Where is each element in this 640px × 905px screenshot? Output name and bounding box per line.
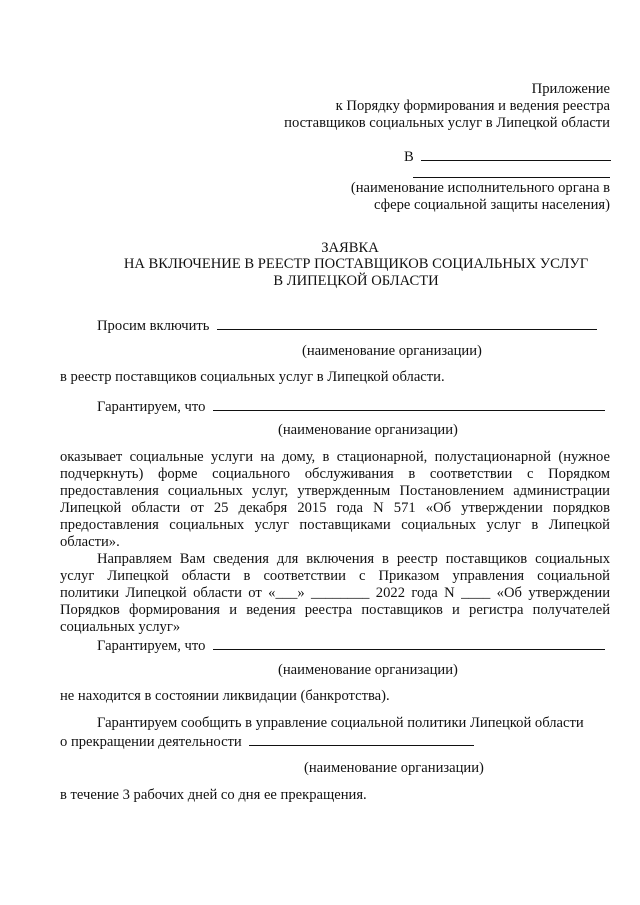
guarantee2-org-blank[interactable] <box>213 636 605 650</box>
request-org-blank[interactable] <box>217 316 597 330</box>
service-line-6: области». <box>60 534 120 550</box>
guarantee-org-blank[interactable] <box>213 397 605 411</box>
guarantee2-org-caption: (наименование организации) <box>278 662 458 678</box>
header-line-1: Приложение <box>531 81 610 97</box>
notify-label: о прекращении деятельности <box>60 734 242 750</box>
title-line-3: В ЛИПЕЦКОЙ ОБЛАСТИ <box>273 273 439 289</box>
notify-line-1: Гарантируем сообщить в управление социальной политики Липецкой области <box>97 715 584 731</box>
request-tail: в реестр поставщиков социальных услуг в Липецкой области. <box>60 369 445 385</box>
send-line-4: Порядков формирования и ведения реестра поставщиков и регистра получателей <box>60 602 610 618</box>
title-line-1: ЗАЯВКА <box>321 240 379 256</box>
addressee-caption-2: сфере социальной защиты населения) <box>373 197 610 213</box>
request-label: Просим включить <box>97 318 210 334</box>
header-line-3: поставщиков социальных услуг в Липецкой области <box>284 115 610 131</box>
guarantee-org-caption: (наименование организации) <box>278 422 458 438</box>
title-line-2: НА ВКЛЮЧЕНИЕ В РЕЕСТР ПОСТАВЩИКОВ СОЦИАЛЬНЫХ УСЛУГ <box>123 256 589 272</box>
addressee-caption-1: (наименование исполнительного органа в <box>350 180 610 196</box>
notify-line-2 <box>60 732 474 751</box>
addressee-blank-2[interactable] <box>413 164 610 178</box>
notify-org-blank[interactable] <box>249 732 474 746</box>
request-line <box>97 316 597 335</box>
guarantee-line <box>97 397 605 416</box>
notify-tail: в течение 3 рабочих дней со дня ее прекращения. <box>60 787 367 803</box>
send-line-1: Направляем Вам сведения для включения в реестр поставщиков социальных <box>97 551 610 567</box>
service-line-2: подчеркнуть) форме социального обслуживания в соответствии с Порядком <box>60 466 610 482</box>
send-line-3: политики Липецкой области от «___» ________ 2022 года N ____ «Об утверждении <box>60 585 610 601</box>
addressee-prefix: В <box>404 149 414 165</box>
addressee-blank[interactable] <box>421 147 611 161</box>
guarantee-label: Гарантируем, что <box>97 399 206 415</box>
service-line-5: предоставления социальных услуг поставщиками социальных услуг в Липецкой <box>60 517 610 533</box>
send-line-2: услуг Липецкой области в соответствии с Приказом управления социальной <box>60 568 610 584</box>
liquidation-line: не находится в состоянии ликвидации (банкротства). <box>60 688 390 704</box>
request-org-caption: (наименование организации) <box>302 343 482 359</box>
header-line-2: к Порядку формирования и ведения реестра <box>335 98 610 114</box>
guarantee2-label: Гарантируем, что <box>97 638 206 654</box>
send-line-5: социальных услуг» <box>60 619 181 635</box>
notify-org-caption: (наименование организации) <box>304 760 484 776</box>
service-line-1: оказывает социальные услуги на дому, в стационарной, полустационарной (нужное <box>60 449 610 465</box>
service-line-3: предоставления социальных услуг, утвержденным Постановлением администрации <box>60 483 610 499</box>
service-line-4: Липецкой области от 25 декабря 2015 года N 571 «Об утверждении порядков <box>60 500 610 516</box>
guarantee2-line <box>97 636 605 655</box>
